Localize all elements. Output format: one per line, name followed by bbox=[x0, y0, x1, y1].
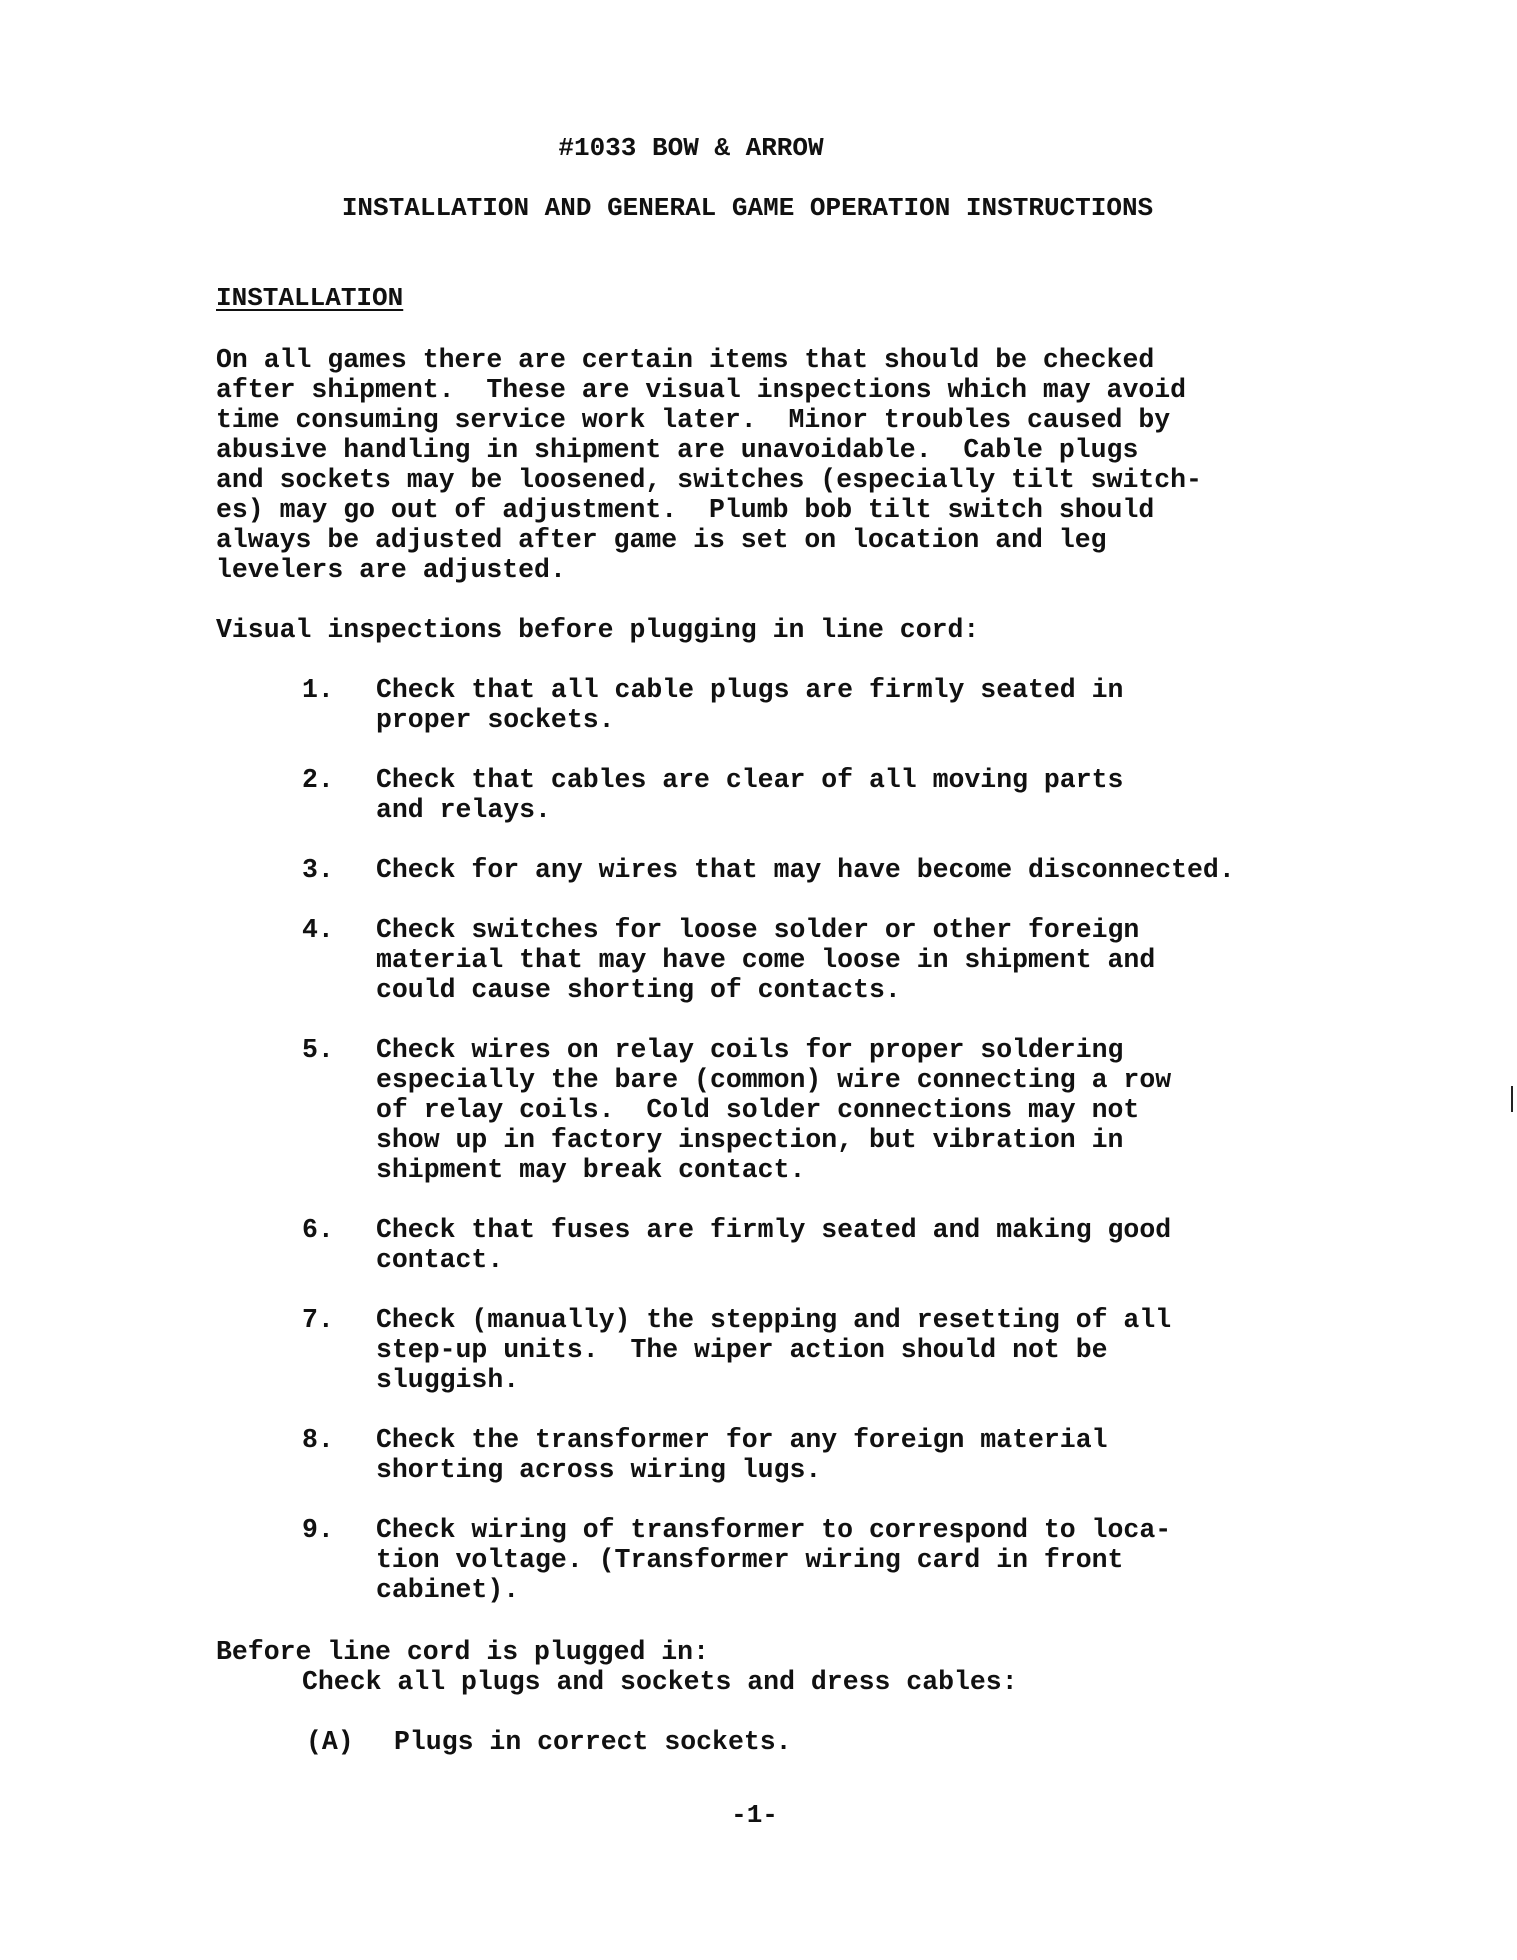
list-item-text: Check that cables are clear of all moving parts and relays. bbox=[376, 765, 1124, 825]
intro-paragraph: On all games there are certain items that should be checked after shipment. These are visual inspections which may avoid time consuming service work later. Minor troubles caused by abusive handling in shipment are unavoidable. Cable plugs and sockets may be loosened, switches (especially tilt switch- es) may go out of adjustment. Plumb bob tilt switch should always be adjusted after game is set on location and leg levelers are adjusted. bbox=[216, 345, 1202, 585]
document-title: #1033 BOW & ARROW bbox=[558, 133, 824, 163]
sub-list-item-text: Plugs in correct sockets. bbox=[394, 1727, 792, 1757]
list-item-number: 6. bbox=[302, 1215, 334, 1245]
list-item-number: 5. bbox=[302, 1035, 334, 1065]
document-subtitle: INSTALLATION AND GENERAL GAME OPERATION INSTRUCTIONS bbox=[341, 193, 1154, 223]
page-number: -1- bbox=[731, 1800, 778, 1830]
list-item-number: 3. bbox=[302, 855, 334, 885]
list-item-text: Check the transformer for any foreign material shorting across wiring lugs. bbox=[376, 1425, 1108, 1485]
list-item-number: 4. bbox=[302, 915, 334, 945]
list-item-number: 2. bbox=[302, 765, 334, 795]
list-item-number: 9. bbox=[302, 1515, 334, 1545]
list-item-text: Check that fuses are firmly seated and making good contact. bbox=[376, 1215, 1172, 1275]
before-line-cord-subheading: Check all plugs and sockets and dress cables: bbox=[302, 1667, 1018, 1697]
list-item bbox=[302, 1305, 1172, 1425]
scan-mark bbox=[1511, 1086, 1513, 1112]
list-item-text: Check that all cable plugs are firmly seated in proper sockets. bbox=[376, 675, 1124, 735]
list-item-text: Check wires on relay coils for proper soldering especially the bare (common) wire connecting a row of relay coils. Cold solder connections may not show up in factory inspection, but vibration in shipment may break contact. bbox=[376, 1035, 1172, 1185]
list-item bbox=[302, 1515, 1172, 1635]
list-item-number: 1. bbox=[302, 675, 334, 705]
before-line-cord-lead: Before line cord is plugged in: bbox=[216, 1637, 709, 1667]
list-item-text: Check (manually) the stepping and resetting of all step-up units. The wiper action should not be sluggish. bbox=[376, 1305, 1172, 1395]
sub-list-item-label: (A) bbox=[306, 1727, 354, 1757]
list-item-number: 8. bbox=[302, 1425, 334, 1455]
list-item-text: Check switches for loose solder or other foreign material that may have come loose in shipment and could cause shorting of contacts. bbox=[376, 915, 1156, 1005]
list-item-number: 7. bbox=[302, 1305, 334, 1335]
visual-inspections-lead: Visual inspections before plugging in line cord: bbox=[216, 615, 980, 645]
list-item-text: Check wiring of transformer to correspond to loca- tion voltage. (Transformer wiring card in front cabinet). bbox=[376, 1515, 1172, 1605]
list-item bbox=[302, 1035, 1172, 1185]
list-item-text: Check for any wires that may have become disconnected. bbox=[376, 855, 1235, 885]
list-item bbox=[302, 915, 1156, 1035]
section-heading-installation: INSTALLATION bbox=[216, 283, 404, 313]
